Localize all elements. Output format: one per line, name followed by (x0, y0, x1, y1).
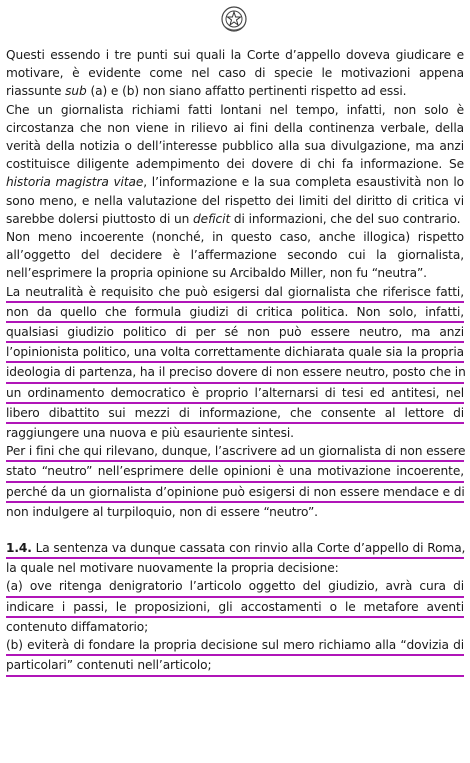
highlighted-line: stato “neutro” nell’esprimere delle opinioni è una motivazione incoerente, (6, 462, 464, 482)
highlighted-line: qualsiasi giudizio politico di per sé non può essere neutro, ma anzi (6, 323, 464, 343)
highlighted-line: La neutralità è requisito che può esigersi dal giornalista che riferisce fatti, (6, 283, 464, 303)
text-line: la quale nel motivare nuovamente la propria decisione: (6, 561, 339, 576)
paragraph-3 (6, 228, 464, 283)
highlighted-line: particolari” contenuti nell’articolo; (6, 656, 464, 676)
highlighted-line: perché da un giornalista d’opinione può esigersi di non essere mendace e di (6, 483, 464, 503)
highlighted-line: un ordinamento democratico è proprio l’alternarsi di tesi ed antitesi, nel (6, 384, 464, 404)
highlighted-line: (a) ove ritenga denigratorio l’articolo oggetto del giudizio, avrà cura di (6, 577, 464, 597)
paragraph-point-b (6, 636, 464, 676)
paragraph-5-highlighted (6, 442, 464, 521)
paragraph-section-1-4 (6, 539, 464, 577)
text-line: Questi essendo i tre punti sui quali la Corte d’appello doveva giudicare e (6, 48, 464, 62)
text-line: Che un giornalista richiami fatti lontani nel tempo, infatti, non solo è (6, 102, 464, 117)
text-line: costituisce diligente adempimento dei dovere di chi fa informazione. Se (6, 157, 464, 172)
text-line: contenuto diffamatorio; (6, 619, 149, 634)
highlighted-line: ideologia di partenza, ha il preciso dovere di non essere neutro, posto che in (6, 363, 464, 383)
text-line: sarebbe dolersi piuttosto di un deficit di informazioni, che del suo contrario. (6, 211, 461, 226)
text-line: nell’esprimere la propria opinione su Arcibaldo Miller, non fu “neutra”. (6, 266, 427, 281)
highlighted-line: (b) eviterà di fondare la propria decisione sul mero richiamo alla “dovizia di (6, 636, 464, 656)
text-line: circostanza che non viene in rilievo ai fini della continenza verbale, della (6, 120, 464, 135)
highlighted-line: Per i fini che qui rilevano, dunque, l’ascrivere ad un giornalista di non essere (6, 442, 464, 462)
paragraph-2 (6, 101, 464, 228)
text-line: historia magistra vitae, l’informazione e la sua completa esaustività non lo (6, 175, 464, 190)
text-line: all’oggetto del decidere è l’affermazione secondo cui la giornalista, (6, 248, 464, 263)
text-line: raggiungere una nuova e più esauriente sintesi. (6, 426, 294, 441)
text-line: non indulgere al turpiloquio, non di essere “neutro”. (6, 504, 318, 519)
highlighted-line: indicare i passi, le proposizioni, gli accostamenti o le metafore aventi (6, 598, 464, 618)
highlighted-line: l’opinionista politico, una volta correttamente dichiarata quale sia la propria (6, 343, 464, 363)
text-line: Non meno incoerente (nonché, in questo caso, anche illogica) rispetto (6, 230, 464, 245)
paragraph-1 (6, 46, 464, 101)
highlighted-line: non da quello che formula giudizi di critica politica. Non solo, infatti, (6, 303, 464, 323)
italian-republic-emblem-icon (219, 4, 249, 34)
document-body (6, 46, 464, 677)
highlighted-line: libero dibattito sui mezzi di informazione, che consente al lettore di (6, 404, 464, 424)
highlighted-line: 1.4. La sentenza va dunque cassata con rinvio alla Corte d’appello di Roma, (6, 539, 464, 559)
paragraph-point-a (6, 577, 464, 636)
paragraph-spacer (6, 521, 464, 539)
text-line: verità della notizia o dell’interesse pubblico alla sua divulgazione, ma anzi (6, 139, 464, 154)
text-line: motivare, è evidente come nel caso di specie le motivazioni appena (6, 66, 464, 81)
paragraph-4-highlighted (6, 283, 464, 443)
text-line: riassunte sub (a) e (b) non siano affatto pertinenti rispetto ad essi. (6, 84, 407, 99)
text-line: sono meno, e nella valutazione del rispetto dei limiti del diritto di critica vi (6, 193, 464, 208)
